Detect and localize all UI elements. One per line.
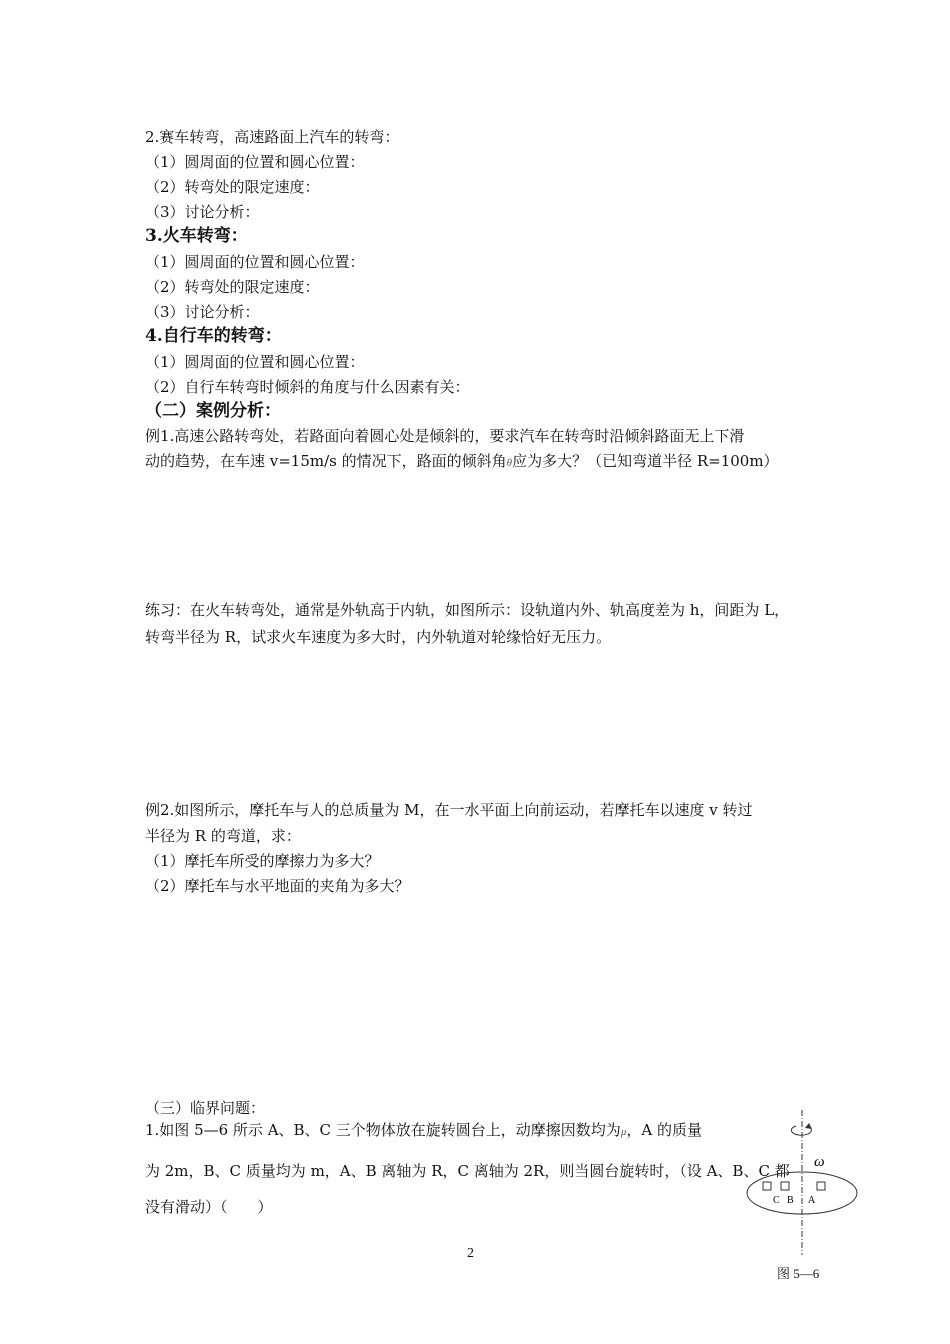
example1-line1: 例1.高速公路转弯处，若路面向着圆心处是倾斜的，要求汽车在转弯时沿倾斜路面无上下滑 [145, 427, 745, 445]
car-turn-title: 2.赛车转弯，高速路面上汽车的转弯： [145, 128, 400, 146]
label-c: C [773, 1195, 780, 1206]
bike-turn-item-2: （2）自行车转弯时倾斜的角度与什么因素有关： [145, 378, 470, 396]
block-a [817, 1182, 825, 1190]
car-turn-item-1: （1）圆周面的位置和圆心位置： [145, 153, 365, 171]
critical-q1-line1-b: ，A 的质量 [626, 1121, 702, 1139]
example2-line2: 半径为 R 的弯道，求： [145, 827, 301, 845]
figure-caption: 图 5—6 [777, 1266, 820, 1281]
practice-line1: 练习：在火车转弯处，通常是外轨高于内轨，如图所示：设轨道内外、轨高度差为 h，间距为 L， [145, 601, 790, 619]
bike-turn-item-1: （1）圆周面的位置和圆心位置： [145, 353, 365, 371]
example2-line1: 例2.如图所示，摩托车与人的总质量为 M，在一水平面上向前运动，若摩托车以速度 v 转过 [145, 801, 753, 819]
example2-question-2: （2）摩托车与水平地面的夹角为多大？ [145, 877, 410, 895]
practice-line2: 转弯半径为 R，试求火车速度为多大时，内外轨道对轮缘恰好无压力。 [145, 628, 612, 646]
case-analysis-title: （二）案例分析： [145, 401, 281, 421]
block-c [763, 1182, 771, 1190]
example1-line2 [145, 451, 779, 473]
critical-q1-line2: 为 2m，B、C 质量均为 m，A、B 离轴为 R，C 离轴为 2R，则当圆台旋转时，（设 A、B、C 都 [145, 1162, 790, 1180]
label-b: B [787, 1195, 794, 1206]
example1-line2-b: 应为多大？（已知弯道半径 R=100m） [512, 452, 779, 470]
example1-line2-a: 动的趋势，在车速 v=15m/s 的情况下，路面的倾斜角 [145, 452, 507, 470]
bike-turn-title: 4.自行车的转弯： [145, 326, 282, 346]
critical-title: （三）临界问题： [145, 1099, 266, 1117]
mu-symbol: μ [620, 1126, 627, 1138]
theta-symbol: θ [506, 457, 513, 469]
train-turn-item-3: （3）讨论分析： [145, 303, 260, 321]
page-number: 2 [467, 1246, 474, 1261]
critical-q1-line1 [145, 1120, 702, 1142]
block-b [781, 1182, 789, 1190]
car-turn-item-3: （3）讨论分析： [145, 203, 260, 221]
train-turn-item-1: （1）圆周面的位置和圆心位置： [145, 253, 365, 271]
rotating-table-figure [742, 1110, 862, 1285]
example2-question-1: （1）摩托车所受的摩擦力为多大？ [145, 852, 380, 870]
car-turn-item-2: （2）转弯处的限定速度： [145, 178, 320, 196]
critical-q1-line3: 没有滑动）（ ） [145, 1198, 273, 1216]
critical-q1-line1-a: 1.如图 5—6 所示 A、B、C 三个物体放在旋转圆台上，动摩擦因数均为 [145, 1121, 621, 1139]
label-a: A [808, 1195, 816, 1206]
train-turn-item-2: （2）转弯处的限定速度： [145, 278, 320, 296]
omega-label: ω [814, 1154, 825, 1170]
train-turn-title: 3.火车转弯： [145, 226, 248, 246]
